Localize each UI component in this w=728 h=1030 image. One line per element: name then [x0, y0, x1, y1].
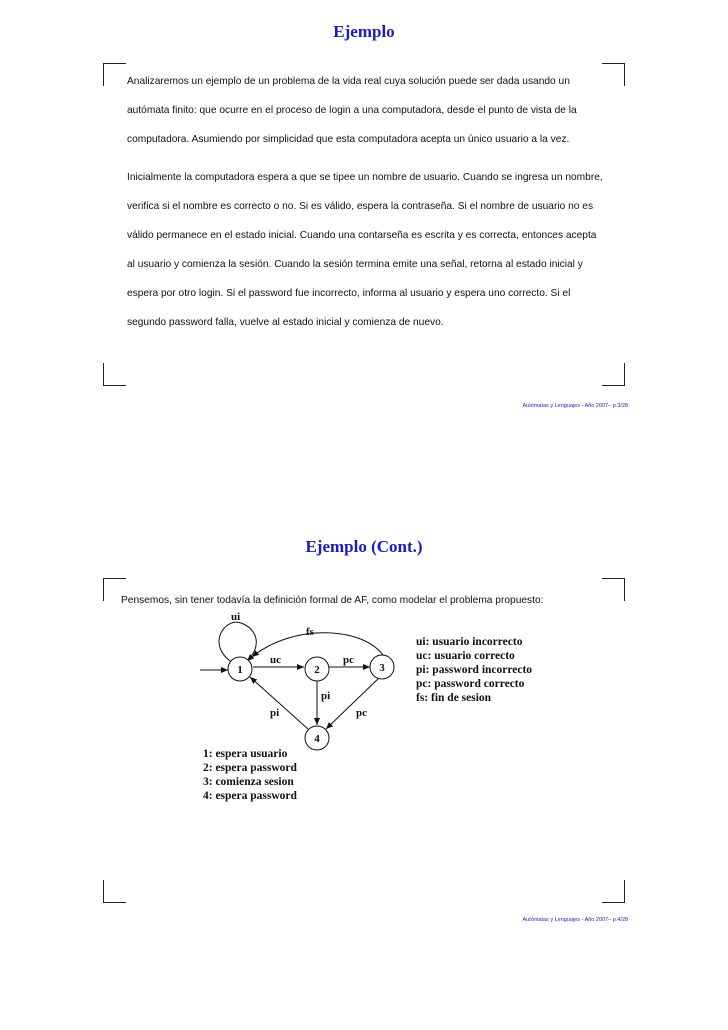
intro-text: Pensemos, sin tener todavía la definición formal de AF, como modelar el problema propuesto:	[121, 595, 544, 606]
paragraph-line: Analizaremos un ejemplo de un problema de la vida real cuya solución puede ser dada usando un	[127, 76, 570, 87]
state-label-4: 4	[314, 733, 320, 745]
legend-right-item: pc: password correcto	[416, 678, 525, 690]
paragraph-line: válido permanece en el estado inicial. Cuando una contarseña es escrita y es correcta, entonces acepta	[127, 230, 597, 241]
frame-corner-bottom-left	[103, 363, 126, 386]
paragraph-line: espera por otro login. Si el password fue incorrecto, informa al usuario y espera uno correcto. Si el	[127, 288, 571, 299]
edge-pc-3-4	[326, 677, 380, 729]
frame-corner-bottom-right	[602, 363, 625, 386]
legend-bottom-item: 4: espera password	[203, 790, 297, 802]
legend-right-item: ui: usuario incorrecto	[416, 636, 523, 648]
paragraph-2	[127, 172, 617, 346]
edge-pi-4-1	[250, 677, 308, 729]
edge-label-ui: ui	[231, 611, 241, 623]
paragraph-line: segundo password falla, vuelve al estado inicial y comienza de nuevo.	[127, 317, 444, 328]
frame-corner-top-left	[103, 63, 126, 86]
edge-label-pi-4-1: pi	[270, 707, 280, 719]
paragraph-1	[127, 76, 617, 163]
legend-bottom-item: 3: comienza sesion	[203, 776, 294, 788]
edge-label-uc: uc	[270, 654, 281, 666]
slide-title: Ejemplo (Cont.)	[305, 537, 423, 556]
paragraph-line: verifica si el nombre es correcto o no. Si es válido, espera la contraseña. Si el nombre de usuario no es	[127, 201, 594, 212]
paragraph-line: al usuario y comienza la sesión. Cuando la sesión termina emite una señal, retorna al estado inicial y	[127, 259, 583, 270]
legend-right-item: pi: password incorrecto	[416, 664, 533, 676]
edge-label-pc-2-3: pc	[343, 654, 354, 666]
automaton-diagram	[0, 605, 728, 905]
frame-corner-top-right	[602, 578, 625, 601]
paragraph-line: computadora. Asumiendo por simplicidad que esta computadora acepta un único usuario a la vez.	[127, 134, 570, 145]
edge-label-pi-2-4: pi	[321, 690, 331, 702]
state-label-2: 2	[314, 664, 320, 676]
state-label-3: 3	[379, 662, 385, 674]
state-label-1: 1	[237, 664, 243, 676]
slide-footer: Autómatas y Lenguajes - Año 2007– p.3/28	[522, 403, 628, 409]
paragraph-line: autómata finito: que ocurre en el proceso de login a una computadora, desde el punto de vista de la	[127, 105, 577, 116]
paragraph-line: Inicialmente la computadora espera a que se tipee un nombre de usuario. Cuando se ingresa un nombre,	[127, 172, 603, 183]
slide-2	[0, 515, 728, 1030]
legend-right-item: uc: usuario correcto	[416, 650, 515, 662]
legend-right-item: fs: fin de sesion	[416, 692, 492, 704]
edge-label-fs: fs	[306, 626, 314, 638]
edge-label-pc-3-4: pc	[356, 707, 367, 719]
slide-footer: Autómatas y Lenguajes - Año 2007– p.4/28	[522, 917, 628, 923]
legend-bottom-item: 2: espera password	[203, 762, 297, 774]
slide-title: Ejemplo	[333, 22, 395, 41]
legend-bottom-item: 1: espera usuario	[203, 748, 288, 760]
